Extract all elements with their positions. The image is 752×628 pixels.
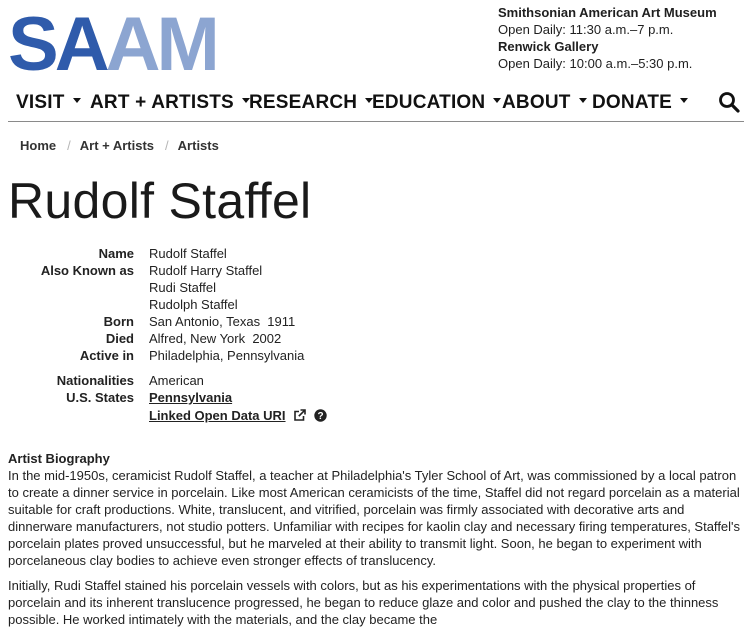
external-link-icon[interactable]	[293, 409, 306, 422]
fact-row-also-known-as	[8, 262, 408, 279]
breadcrumb-artists[interactable]: Artists	[177, 138, 219, 153]
breadcrumb-home[interactable]: Home	[20, 138, 57, 153]
fact-row-us-states	[8, 389, 408, 406]
nav-item-donate[interactable]	[592, 92, 688, 114]
gallery-name[interactable]: Renwick Gallery	[498, 39, 599, 54]
saam-logo-text: SAAM	[8, 2, 216, 87]
fact-label: U.S. States	[66, 390, 134, 405]
linked-open-data-link[interactable]: Linked Open Data URI	[149, 408, 286, 423]
linked-open-data-group	[149, 407, 327, 424]
artist-name-value: Rudolf Staffel	[149, 246, 227, 261]
fact-row-linked-open-data	[8, 407, 408, 424]
fact-label: Nationalities	[56, 373, 134, 388]
fact-row-alias	[8, 296, 408, 313]
nav-item-about[interactable]	[502, 92, 587, 114]
artist-biography	[8, 450, 744, 628]
fact-row-died	[8, 330, 408, 347]
fact-row-nationalities	[8, 372, 408, 389]
gallery-hours: Open Daily: 10:00 a.m.–5:30 p.m.	[498, 56, 693, 71]
alias-value: Rudolph Staffel	[149, 297, 238, 312]
svg-text:?: ?	[317, 411, 324, 423]
nav-item-label: ART + ARTISTS	[90, 92, 234, 113]
fact-row-name	[8, 245, 408, 262]
saam-logo-graphic	[8, 2, 218, 87]
spacer	[8, 364, 408, 372]
born-value: San Antonio, Texas 1911	[149, 314, 296, 329]
page-title: Rudolf Staffel	[8, 173, 312, 229]
nav-item-label: VISIT	[16, 92, 65, 113]
alias-value: Rudolf Harry Staffel	[149, 263, 263, 278]
search-icon	[718, 91, 740, 113]
museum-name[interactable]: Smithsonian American Art Museum	[498, 5, 717, 20]
fact-label: Also Known as	[40, 263, 134, 278]
biography-paragraph: Initially, Rudi Staffel stained his porcelain vessels with colors, but as his experimentations with the physical properties of porcelain and its inherent translucence progressed, he began to reduce glaze and color and pushed the clay to the thinness possible. He worked intimately with the materials, and the clay became the	[8, 578, 719, 627]
nav-item-label: EDUCATION	[372, 92, 486, 113]
caret-down-icon	[493, 98, 501, 103]
nav-item-art-artists[interactable]	[90, 92, 250, 114]
fact-row-born	[8, 313, 408, 330]
active-in-value: Philadelphia, Pennsylvania	[149, 348, 305, 363]
biography-heading: Artist Biography	[8, 451, 110, 466]
fact-label: Born	[103, 314, 134, 329]
caret-down-icon	[73, 98, 81, 103]
search-button[interactable]	[718, 91, 742, 115]
fact-label: Died	[105, 331, 134, 346]
nationality-value: American	[149, 373, 204, 388]
question-circle-icon[interactable]	[314, 409, 327, 422]
site-header	[0, 0, 752, 87]
nav-item-visit[interactable]	[16, 92, 81, 114]
breadcrumb-separator: /	[67, 138, 71, 153]
fact-row-active-in	[8, 347, 408, 364]
caret-down-icon	[680, 98, 688, 103]
nav-item-label: ABOUT	[502, 92, 571, 113]
nav-item-education[interactable]	[372, 92, 501, 114]
saam-logo[interactable]	[8, 2, 218, 87]
main-nav	[8, 88, 744, 122]
logo-light-overlay	[108, 8, 218, 74]
nav-item-label: RESEARCH	[249, 92, 358, 113]
nav-item-research[interactable]	[249, 92, 373, 114]
breadcrumb	[20, 138, 219, 153]
museum-hours: Open Daily: 11:30 a.m.–7 p.m.	[498, 22, 674, 37]
us-state-link[interactable]: Pennsylvania	[149, 390, 233, 405]
breadcrumb-art-artists[interactable]: Art + Artists	[79, 138, 155, 153]
breadcrumb-separator: /	[165, 138, 169, 153]
biography-paragraph: In the mid-1950s, ceramicist Rudolf Staffel, a teacher at Philadelphia's Tyler School of Art, was commissioned by a local patron to create a dinner service in porcelain. Like most American ceramicists of the time, Staffel did not regard porcelain as a material suitable for craft productions. White, translucent, and vitrified, porcelain was firmly associated with decorative arts and dinnerware manufacturers, not studio potters. Unfamiliar with recipes for kaolin clay and necessary firing temperatures, Staffel's porcelain plates proved unsuccessful, but he marveled at their ability to transmit light. Soon, he began to experiment with porcelaneous clay bodies to achieve even stronger effects of translucency.	[8, 468, 741, 568]
fact-label: Name	[98, 246, 134, 261]
artist-facts	[8, 245, 408, 424]
fact-row-alias	[8, 279, 408, 296]
died-value: Alfred, New York 2002	[149, 331, 282, 346]
museum-hours-block	[498, 4, 717, 72]
nav-item-label: DONATE	[592, 92, 673, 113]
alias-value: Rudi Staffel	[149, 280, 216, 295]
caret-down-icon	[579, 98, 587, 103]
fact-label: Active in	[79, 348, 134, 363]
